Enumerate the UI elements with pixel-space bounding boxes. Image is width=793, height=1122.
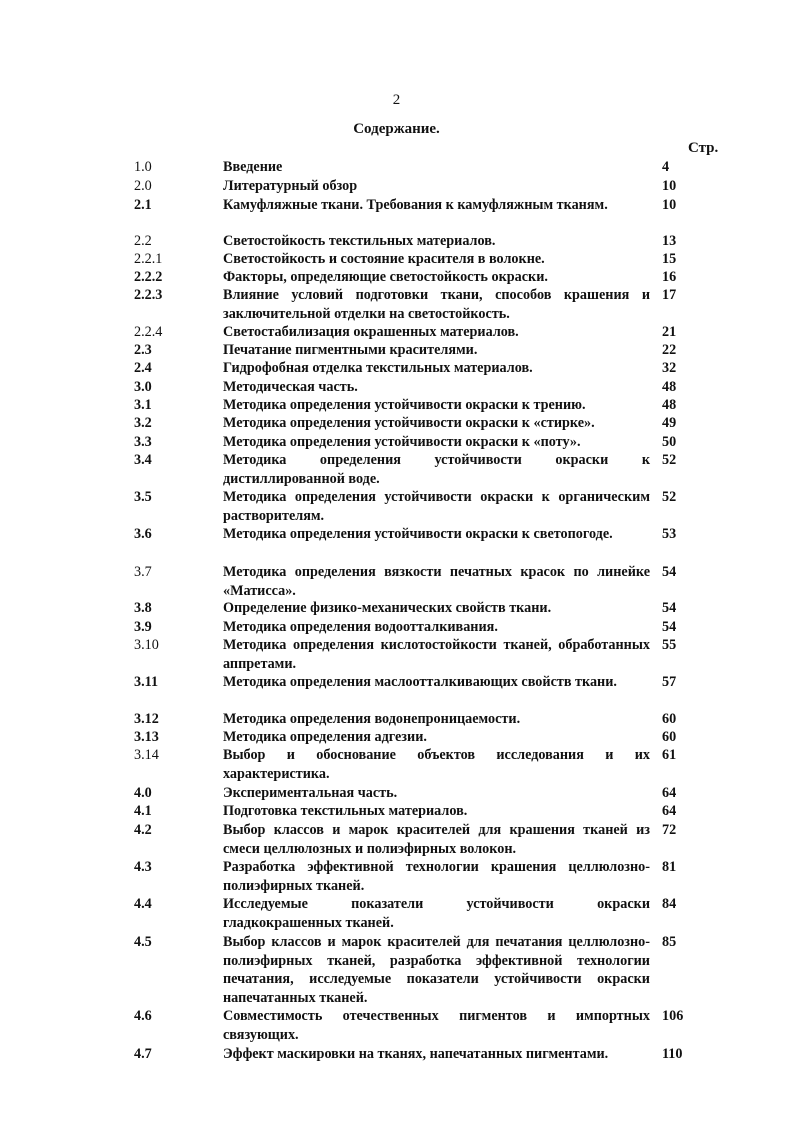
toc-entry-page: 57 [662,674,677,690]
toc-entry-number: 3.11 [134,674,159,690]
toc-entry-page: 64 [662,803,677,819]
toc-entry-number: 3.3 [134,434,152,450]
toc-entry-title: Гидрофобная отделка текстильных материалов. [223,360,533,376]
toc-entry-title: Методическая часть. [223,379,358,395]
page-title: Содержание. [353,121,440,137]
toc-entry-number: 3.14 [134,747,159,763]
toc-entry-number: 2.2 [134,233,152,249]
toc-entry-page: 48 [662,379,677,395]
toc-entry-page: 53 [662,526,677,542]
toc-entry-title: Выбор и обоснование объектов исследования и их характеристика. [223,747,650,782]
toc-entry-title: Методика определения адгезии. [223,729,427,745]
toc-entry-number: 4.3 [134,859,152,875]
toc-entry-number: 2.0 [134,178,152,194]
toc-entry-number: 3.10 [134,637,159,653]
toc-entry-number: 3.0 [134,379,152,395]
toc-entry-title: Выбор классов и марок красителей для крашения тканей из смеси целлюлозных и полиэфирных волокон. [223,822,650,857]
toc-entry-title: Определение физико-механических свойств ткани. [223,600,552,616]
toc-entry-number: 1.0 [134,159,152,175]
toc-entry-page: 61 [662,747,677,763]
toc-entry-number: 3.5 [134,489,152,505]
toc-entry-title: Методика определения устойчивости окраски к «стирке». [223,415,595,431]
toc-entry-number: 4.0 [134,785,152,801]
toc-entry-page: 81 [662,859,677,875]
toc-entry-page: 10 [662,178,677,194]
toc-entry-number: 4.2 [134,822,152,838]
toc-entry-title: Введение [223,159,283,175]
toc-entry-title: Экспериментальная часть. [223,785,398,801]
toc-entry-title: Методика определения вязкости печатных красок по линейке «Матисса». [223,564,650,599]
toc-entry-title: Методика определения водоотталкивания. [223,619,498,635]
toc-entry-title: Влияние условий подготовки ткани, способов крашения и заключительной отделки на светостойкость. [223,287,650,322]
toc-entry-page: 60 [662,711,677,727]
toc-entry-page: 72 [662,822,677,838]
toc-entry-page: 54 [662,564,677,580]
toc-entry-page: 54 [662,619,677,635]
toc-entry-title: Светостабилизация окрашенных материалов. [223,324,519,340]
toc-entry-title: Методика определения маслоотталкивающих свойств ткани. [223,674,617,690]
toc-entry-title: Методика определения устойчивости окраски к светопогоде. [223,526,613,542]
toc-entry-page: 54 [662,600,677,616]
toc-entry-page: 60 [662,729,677,745]
toc-entry-title: Печатание пигментными красителями. [223,342,478,358]
toc-entry-page: 17 [662,287,677,303]
toc-entry-number: 4.4 [134,896,152,912]
toc-entry-page: 85 [662,934,677,950]
toc-entry-title: Методика определения устойчивости окраски к трению. [223,397,586,413]
page-number: 2 [392,92,401,108]
toc-entry-title: Методика определения кислотостойкости тканей, обработанных аппретами. [223,637,650,672]
toc-entry-page: 110 [662,1046,683,1062]
toc-entry-page: 10 [662,197,677,213]
toc-entry-page: 55 [662,637,677,653]
toc-entry-title: Выбор классов и марок красителей для печатания целлюлозно-полиэфирных тканей, разработка эффективной технологии печатания, исследуемые показатели устойчивости окраски напечатанных тканей. [223,934,650,1006]
toc-entry-number: 3.9 [134,619,152,635]
toc-entry-title: Светостойкость и состояние красителя в волокне. [223,251,545,267]
toc-entry-page: 52 [662,489,677,505]
toc-entry-number: 3.8 [134,600,152,616]
toc-entry-title: Методика определения устойчивости окраски к «поту». [223,434,581,450]
toc-entry-page: 15 [662,251,677,267]
toc-entry-number: 4.5 [134,934,152,950]
toc-entry-number: 4.6 [134,1008,152,1024]
toc-entry-page: 50 [662,434,677,450]
toc-entry-page: 84 [662,896,677,912]
toc-entry-number: 3.1 [134,397,152,413]
toc-entry-title: Светостойкость текстильных материалов. [223,233,496,249]
toc-entry-page: 13 [662,233,677,249]
toc-entry-title: Разработка эффективной технологии крашения целлюлозно-полиэфирных тканей. [223,859,650,894]
toc-entry-page: 32 [662,360,677,376]
toc-entry-page: 49 [662,415,677,431]
toc-entry-number: 4.1 [134,803,152,819]
toc-entry-number: 2.3 [134,342,152,358]
toc-entry-number: 2.2.3 [134,287,163,303]
toc-entry-number: 2.1 [134,197,152,213]
toc-entry-number: 3.2 [134,415,152,431]
toc-entry-title: Методика определения водонепроницаемости. [223,711,521,727]
toc-entry-title: Факторы, определяющие светостойкость окраски. [223,269,548,285]
toc-entry-number: 2.2.2 [134,269,163,285]
toc-entry-page: 22 [662,342,677,358]
toc-entry-title: Методика определения устойчивости окраски к органическим растворителям. [223,489,650,524]
toc-entry-number: 4.7 [134,1046,152,1062]
toc-entry-number: 3.13 [134,729,159,745]
toc-entry-number: 3.7 [134,564,152,580]
toc-entry-page: 21 [662,324,677,340]
toc-entry-page: 16 [662,269,677,285]
page-column-header: Стр. [688,140,719,156]
toc-entry-title: Методика определения устойчивости окраски к дистиллированной воде. [223,452,650,487]
toc-entry-number: 3.6 [134,526,152,542]
toc-entry-page: 48 [662,397,677,413]
toc-entry-page: 52 [662,452,677,468]
toc-entry-title: Литературный обзор [223,178,358,194]
toc-entry-page: 4 [662,159,670,175]
toc-entry-title: Подготовка текстильных материалов. [223,803,468,819]
toc-entry-title: Эффект маскировки на тканях, напечатанных пигментами. [223,1046,609,1062]
toc-entry-number: 2.2.1 [134,251,163,267]
toc-entry-page: 64 [662,785,677,801]
toc-entry-number: 2.2.4 [134,324,163,340]
toc-entry-title: Камуфляжные ткани. Требования к камуфляжным тканям. [223,197,608,213]
toc-entry-number: 2.4 [134,360,152,376]
toc-entry-number: 3.12 [134,711,159,727]
toc-entry-title: Совместимость отечественных пигментов и импортных связующих. [223,1008,650,1043]
toc-entry-number: 3.4 [134,452,152,468]
toc-entry-title: Исследуемые показатели устойчивости окраски гладкокрашенных тканей. [223,896,650,931]
toc-entry-page: 106 [662,1008,684,1024]
